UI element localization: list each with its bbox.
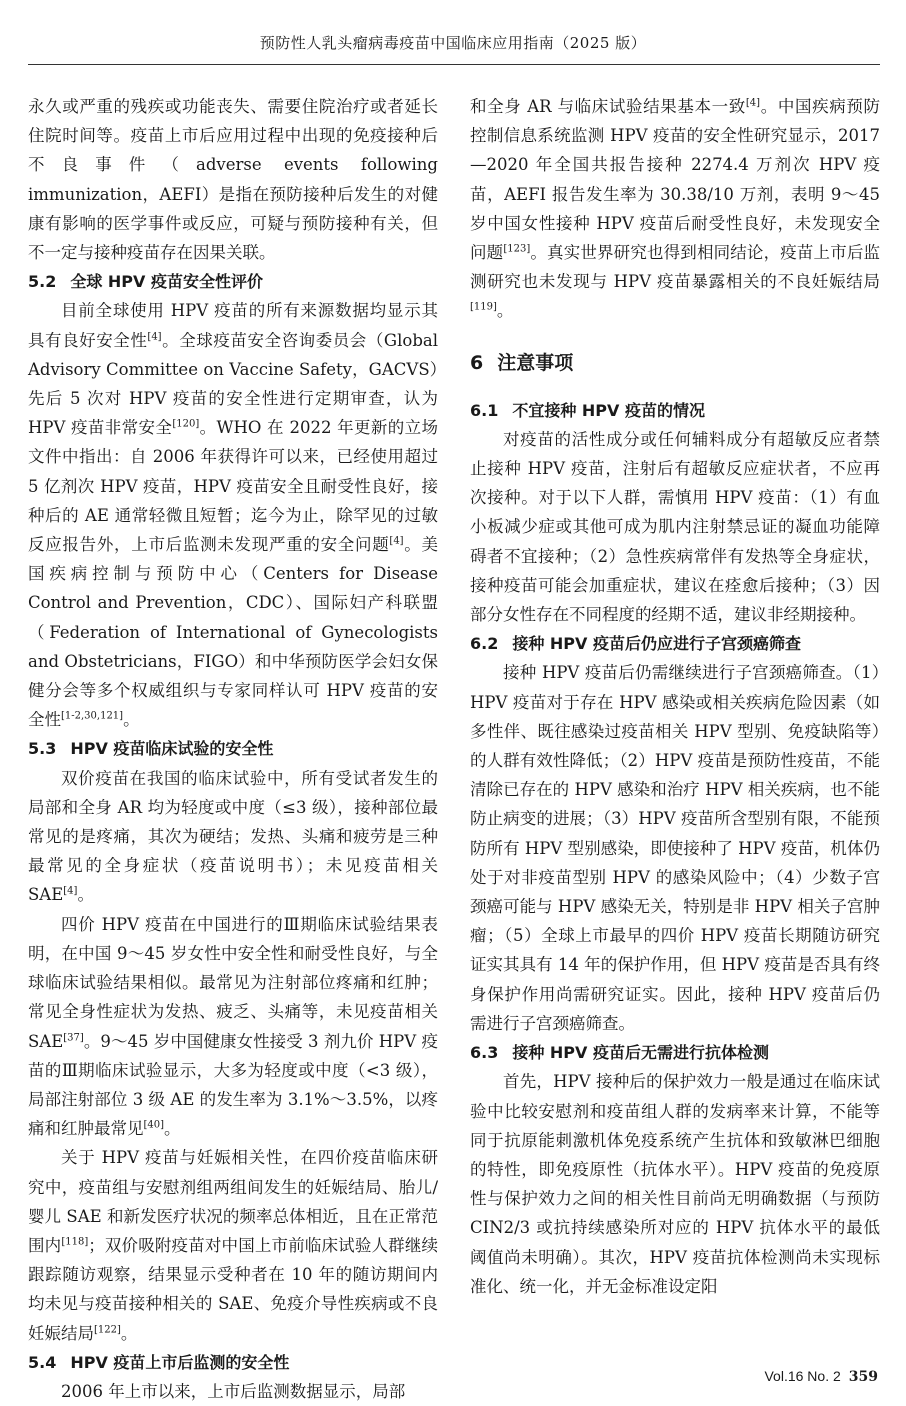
section-title: 接种 HPV 疫苗后仍应进行子宫颈癌筛查 <box>512 634 801 654</box>
section-heading-5-2 <box>28 267 438 296</box>
text: 。真实世界研究也得到相同结论，疫苗上市后监测研究也未发现与 HPV 疫苗暴露相关的不良妊娠结局 <box>470 243 881 292</box>
text: 。 <box>123 710 140 730</box>
text: 目前全球使用 HPV 疫苗的所有来源数据均显示其具有良好安全性 <box>28 301 438 350</box>
citation: [37] <box>63 1032 84 1043</box>
paragraph <box>28 296 438 734</box>
volume-info: Vol.16 No. 2 <box>764 1368 841 1384</box>
paragraph: 永久或严重的残疾或功能丧失、需要住院治疗或者延长住院时间等。疫苗上市后应用过程中出现的免疫接种后不良事件（adverse events following immunization，AEFI）是指在预防接种后发生的对健康有影响的医学事件或反应，可疑与预防接种有关，但不一定与接种疫苗存在因果关联。 <box>28 97 438 263</box>
citation: [4] <box>147 331 162 343</box>
text: 。中国疾病预防控制信息系统监测 HPV 疫苗的安全性研究显示，2017—2020 年全国共报告接种 2274.4 万剂次 HPV 疫苗，AEFI 报告发生率为 30.38/10 万剂，表明 9～45 岁中国女性接种 HPV 疫苗后耐受性良好，未发现安全问题 <box>470 97 880 263</box>
text: 。WHO 在 2022 年更新的立场文件中指出：自 2006 年获得许可以来，已经使用超过 5 亿剂次 HPV 疫苗，HPV 疫苗安全且耐受性良好，接种后的 AE 通常轻微且短暂；迄今为止，除罕见的过敏反应报告外，上市后监测未发现严重的安全问题 <box>28 418 439 555</box>
section-number: 6 <box>470 351 484 374</box>
page-footer <box>764 1368 878 1385</box>
text: 。 <box>164 1119 181 1139</box>
text: 双价疫苗在我国的临床试验中，所有受试者发生的局部和全身 AR 均为轻度或中度（≤3 级），接种部位最常见的是疼痛，其次为硬结；发热、头痛和疲劳是三种最常见的全身症状（疫苗说明书）；未见疫苗相关 SAE <box>28 768 438 905</box>
text: 四价 HPV 疫苗在中国进行的Ⅲ期临床试验结果表明，在中国 9～45 岁女性中安全性和耐受性良好，与全球临床试验结果相似。最常见为注射部位疼痛和红肿；常见全身性症状为发热、疲乏、头痛等，未见疫苗相关 SAE <box>28 914 438 1051</box>
text: 。全球疫苗安全咨询委员会（Global Advisory Committee on Vaccine Safety，GACVS）先后 5 次对 HPV 疫苗的安全性进行定期审查，认为 HPV 疫苗非常安全 <box>28 330 438 438</box>
citation: [4] <box>745 97 761 109</box>
section-heading-5-3 <box>28 734 438 763</box>
paragraph: 首先，HPV 接种后的保护效力一般是通过在临床试验中比较安慰剂和疫苗组人群的发病率来计算，不能等同于抗原能刺激机体免疫系统产生抗体和致敏淋巴细胞的特性，即免疫原性（抗体水平）。HPV 疫苗的免疫原性与保护效力之间的相关性目前尚无明确数据（与预防 CIN2/3 或抗持续感染所对应的 HPV 抗体水平的最低阈值尚未明确）。其次，HPV 疫苗抗体检测尚未实现标准化、统一化，并无金标准设定阳 <box>470 1072 880 1296</box>
section-title: 全球 HPV 疫苗安全性评价 <box>70 272 263 292</box>
citation: [1-2,30,121] <box>61 710 124 722</box>
section-number: 6.2 <box>470 634 499 654</box>
text: ；双价吸附疫苗对中国上市前临床试验人群继续跟踪随访观察，结果显示受种者在 10 年的随访期间内均未见与疫苗接种相关的 SAE、免疫介导性疾病或不良妊娠结局 <box>28 1235 438 1343</box>
section-number: 6.1 <box>470 400 499 420</box>
paragraph: 2006 年上市以来，上市后监测数据显示，局部 <box>61 1381 406 1401</box>
paragraph <box>470 92 880 326</box>
citation: [4] <box>389 535 404 547</box>
page-number: 359 <box>848 1369 878 1385</box>
text: 。 <box>496 301 514 321</box>
citation: [122] <box>94 1324 121 1336</box>
text: 。 <box>77 885 94 905</box>
text: 。美国疾病控制与预防中心（Centers for Disease Control and Prevention，CDC）、国际妇产科联盟（Federation of International of Gynecologists and Obstetricians，FIGO）和中华预防医学会妇女保健分会等多个权威组织与专家同样认可 HPV 疫苗的安全性 <box>28 535 439 730</box>
right-column <box>470 92 880 1301</box>
running-header: 预防性人乳头瘤病毒疫苗中国临床应用指南（2025 版） <box>259 34 647 52</box>
paragraph: 对疫苗的活性成分或任何辅料成分有超敏反应者禁止接种 HPV 疫苗，注射后有超敏反应症状者，不应再次接种。对于以下人群，需慎用 HPV 疫苗：（1）有血小板减少症或其他可成为肌内注射禁忌证的凝血功能障碍者不宜接种；（2）急性疾病常伴有发热等全身症状，接种疫苗可能会加重症状，建议在痊愈后接种；（3）因部分女性存在不同程度的经期不适，建议非经期接种。 <box>470 429 880 625</box>
section-title: 接种 HPV 疫苗后无需进行抗体检测 <box>512 1043 769 1063</box>
section-heading-6-2 <box>470 629 880 658</box>
citation: [120] <box>172 418 200 430</box>
section-heading-5-4 <box>28 1348 438 1377</box>
section-title: 注意事项 <box>497 351 574 374</box>
text: 。 <box>120 1323 138 1343</box>
section-title: HPV 疫苗临床试验的安全性 <box>70 739 274 759</box>
text: 关于 HPV 疫苗与妊娠相关性，在四价疫苗临床研究中，疫苗组与安慰剂组两组间发生的妊娠结局、胎儿/婴儿 SAE 和新发医疗状况的频率总体相近，且在正常范围内 <box>28 1148 438 1255</box>
citation: [4] <box>63 885 78 897</box>
left-column <box>28 92 438 1406</box>
text: 和全身 AR 与临床试验结果基本一致 <box>470 97 746 116</box>
text: 。9～45 岁中国健康女性接受 3 剂九价 HPV 疫苗的Ⅲ期临床试验显示，大多为轻度或中度（<3 级），局部注射部位 3 级 AE 的发生率为 3.1%～3.5%，以疼痛和红肿最常见 <box>28 1031 438 1139</box>
section-heading-6 <box>470 348 880 378</box>
paragraph <box>28 1143 438 1347</box>
section-number: 5.2 <box>28 272 57 292</box>
paragraph: 接种 HPV 疫苗后仍需继续进行子宫颈癌筛查。（1）HPV 疫苗对于存在 HPV 感染或相关疾病危险因素（如多性伴、既往感染过疫苗相关 HPV 型别、免疫缺陷等）的人群有效性降低；（2）HPV 疫苗是预防性疫苗，不能清除已存在的 HPV 感染和治疗 HPV 相关疾病，也不能防止病变的进展；（3）HPV 疫苗所含型别有限，不能预防所有 HPV 型别感染，即使接种了 HPV 疫苗，机体仍处于对非疫苗型别 HPV 的感染风险中；（4）少数子宫颈癌可能与 HPV 感染无关，特别是非 HPV 相关子宫肿瘤；（5）全球上市最早的四价 HPV 疫苗长期随访研究证实其具有 14 年的保护作用，但 HPV 疫苗是否具有终身保护作用尚需研究证实。因此，接种 HPV 疫苗后仍需进行子宫颈癌筛查。 <box>470 663 880 1033</box>
section-heading-6-1 <box>470 396 880 425</box>
paragraph <box>28 910 438 1144</box>
paragraph <box>28 764 438 910</box>
citation: [40] <box>143 1119 165 1131</box>
header-rule <box>28 64 880 65</box>
section-title: HPV 疫苗上市后监测的安全性 <box>70 1352 290 1372</box>
section-number: 5.3 <box>28 739 57 759</box>
citation: [123] <box>503 243 531 255</box>
citation: [118] <box>61 1236 89 1248</box>
section-number: 5.4 <box>28 1352 57 1372</box>
section-title: 不宜接种 HPV 疫苗的情况 <box>512 400 705 420</box>
section-heading-6-3 <box>470 1038 880 1067</box>
citation: [119] <box>470 301 497 313</box>
section-number: 6.3 <box>470 1043 499 1063</box>
